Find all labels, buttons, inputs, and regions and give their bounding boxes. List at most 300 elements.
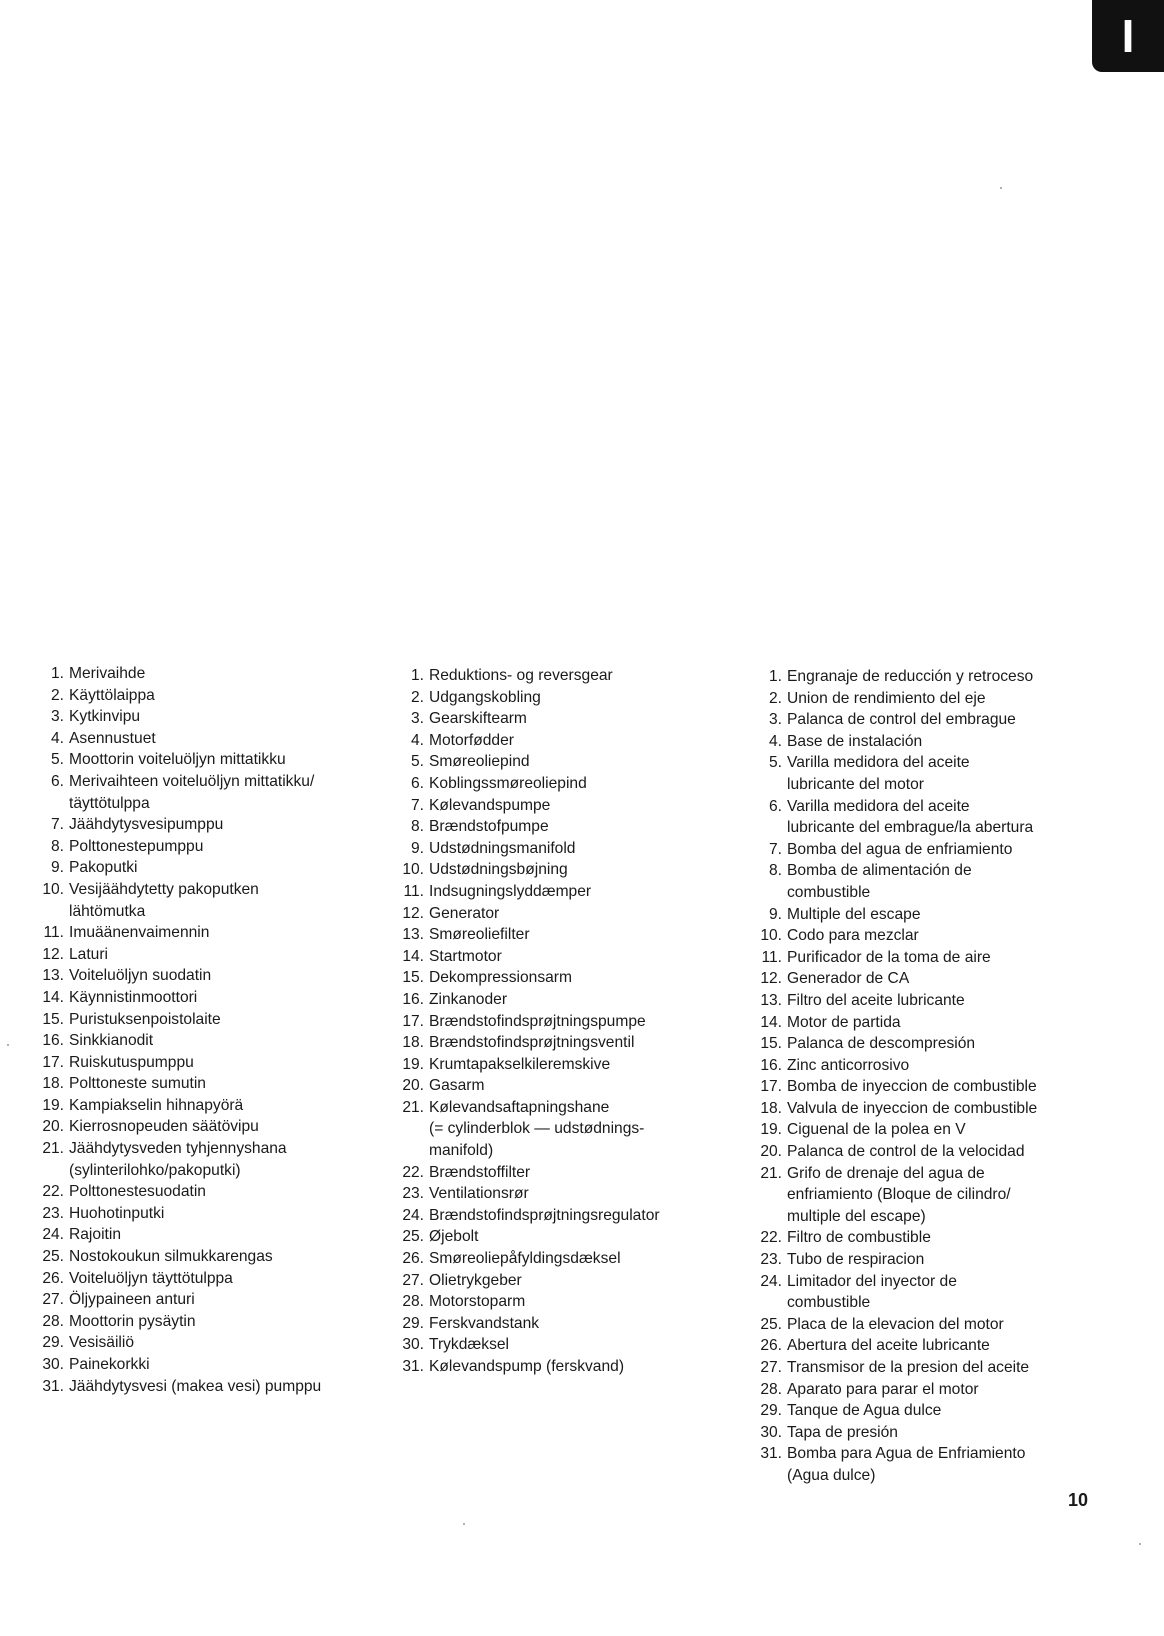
item-text: täyttötulppa bbox=[69, 794, 150, 812]
item-text: Valvula de inyeccion de combustible bbox=[787, 1099, 1038, 1117]
item-text: Jäähdytysvesipumppu bbox=[69, 816, 224, 834]
item-text: Gasarm bbox=[429, 1077, 485, 1095]
item-number: 16. bbox=[760, 1056, 782, 1074]
list-item bbox=[392, 687, 722, 709]
item-number: 25. bbox=[760, 1315, 782, 1333]
scan-speck bbox=[7, 1044, 9, 1046]
list-item bbox=[32, 1181, 372, 1203]
list-item-continuation bbox=[750, 1184, 1095, 1206]
list-item bbox=[392, 1248, 722, 1270]
item-number bbox=[750, 817, 787, 839]
item-number: 10. bbox=[402, 861, 424, 879]
item-text: Smøreoliefilter bbox=[429, 926, 530, 944]
list-item bbox=[32, 728, 372, 750]
item-number bbox=[32, 793, 69, 815]
item-number: 6. bbox=[410, 774, 424, 792]
item-number: 15. bbox=[402, 969, 424, 987]
item-text: Indsugningslyddæmper bbox=[429, 882, 592, 900]
item-number: 21. bbox=[42, 1140, 64, 1158]
item-number bbox=[392, 1118, 429, 1140]
item-number: 10. bbox=[42, 880, 64, 898]
list-item bbox=[392, 795, 722, 817]
list-item bbox=[750, 1012, 1095, 1034]
item-number: 10. bbox=[760, 927, 782, 945]
list-item bbox=[392, 1291, 722, 1313]
item-text: Smøreoliepåfyldingsdæksel bbox=[429, 1250, 621, 1268]
item-number: 2. bbox=[768, 689, 782, 707]
parts-list-spanish bbox=[750, 666, 1095, 1487]
section-tab-label: I bbox=[1121, 10, 1135, 62]
item-number: 9. bbox=[410, 839, 424, 857]
item-text: Reduktions- og reversgear bbox=[429, 667, 613, 684]
list-item bbox=[32, 706, 372, 728]
item-number: 22. bbox=[402, 1163, 424, 1181]
item-text: Merivaihteen voiteluöljyn mittatikku/ bbox=[69, 772, 315, 790]
list-item bbox=[32, 771, 372, 793]
item-text: Puristuksenpoistolaite bbox=[69, 1010, 221, 1028]
list-item bbox=[750, 1379, 1095, 1401]
list-item bbox=[32, 1116, 372, 1138]
page-number: 10 bbox=[1068, 1490, 1089, 1510]
item-text: Generador de CA bbox=[787, 970, 910, 988]
list-item bbox=[392, 1032, 722, 1054]
item-number: 25. bbox=[42, 1248, 64, 1266]
item-text: Nostokoukun silmukkarengas bbox=[69, 1248, 273, 1266]
parts-list-danish bbox=[392, 665, 722, 1378]
item-text: Aparato para parar el motor bbox=[787, 1380, 979, 1398]
item-number: 9. bbox=[768, 905, 782, 923]
list-item bbox=[32, 987, 372, 1009]
list-item bbox=[32, 749, 372, 771]
item-number bbox=[32, 901, 69, 923]
item-number: 8. bbox=[768, 862, 782, 880]
item-text: combustible bbox=[787, 1294, 871, 1312]
list-item bbox=[392, 989, 722, 1011]
list-item bbox=[32, 1095, 372, 1117]
list-item bbox=[750, 839, 1095, 861]
item-text: Startmotor bbox=[429, 947, 502, 965]
item-number: 2. bbox=[410, 688, 424, 706]
item-text: Rajoitin bbox=[69, 1226, 122, 1244]
item-number: 31. bbox=[402, 1358, 424, 1375]
item-number: 23. bbox=[42, 1204, 64, 1222]
item-number: 13. bbox=[402, 926, 424, 944]
list-item bbox=[32, 1009, 372, 1031]
item-number: 12. bbox=[402, 904, 424, 922]
item-text: Huohotinputki bbox=[69, 1204, 165, 1222]
list-item bbox=[392, 1270, 722, 1292]
item-number: 13. bbox=[42, 967, 64, 985]
scan-speck bbox=[1139, 1543, 1141, 1545]
item-text: Limitador del inyector de bbox=[787, 1272, 957, 1290]
item-text: Merivaihde bbox=[69, 665, 146, 682]
item-number: 24. bbox=[760, 1272, 782, 1290]
list-item bbox=[750, 752, 1095, 774]
list-item bbox=[32, 1224, 372, 1246]
item-text: Brændstofpumpe bbox=[429, 818, 549, 836]
item-text: Tanque de Agua dulce bbox=[787, 1402, 942, 1420]
list-item bbox=[750, 1271, 1095, 1293]
parts-list-finnish bbox=[32, 663, 372, 1397]
item-number: 30. bbox=[402, 1336, 424, 1354]
item-text: Varilla medidora del aceite bbox=[787, 797, 970, 815]
list-item bbox=[32, 1138, 372, 1160]
item-number: 30. bbox=[760, 1423, 782, 1441]
item-text: Jäähdytysveden tyhjennyshana bbox=[69, 1140, 287, 1158]
list-item bbox=[32, 1289, 372, 1311]
list-item bbox=[750, 1033, 1095, 1055]
item-text: manifold) bbox=[429, 1142, 494, 1160]
item-number bbox=[750, 1465, 787, 1487]
item-text: multiple del escape) bbox=[787, 1207, 926, 1225]
item-number: 16. bbox=[42, 1032, 64, 1050]
item-number bbox=[750, 1184, 787, 1206]
item-number: 11. bbox=[43, 924, 64, 942]
item-text: Bomba de inyeccion de combustible bbox=[787, 1078, 1037, 1096]
item-text: Moottorin pysäytin bbox=[69, 1312, 196, 1330]
item-number: 23. bbox=[760, 1251, 782, 1269]
item-text: Asennustuet bbox=[69, 729, 156, 747]
list-item bbox=[392, 1356, 722, 1378]
item-number: 11. bbox=[403, 882, 424, 900]
item-text: (Agua dulce) bbox=[787, 1466, 876, 1484]
item-number: 20. bbox=[760, 1143, 782, 1161]
item-text: Koblingssmøreoliepind bbox=[429, 774, 587, 792]
item-number: 27. bbox=[402, 1271, 424, 1289]
item-text: Dekompressionsarm bbox=[429, 969, 572, 987]
item-text: Purificador de la toma de aire bbox=[787, 948, 991, 966]
list-item bbox=[750, 666, 1095, 688]
list-item bbox=[32, 1354, 372, 1376]
item-number: 2. bbox=[50, 686, 64, 704]
item-number: 18. bbox=[402, 1034, 424, 1052]
item-text: Brændstofindsprøjtningspumpe bbox=[429, 1012, 646, 1030]
item-number: 18. bbox=[42, 1075, 64, 1093]
item-text: Tubo de respiracion bbox=[787, 1251, 925, 1269]
item-number bbox=[750, 1206, 787, 1228]
item-number: 1. bbox=[410, 667, 424, 684]
item-text: Generator bbox=[429, 904, 500, 922]
item-text: Bomba de alimentación de bbox=[787, 862, 972, 880]
item-text: Trykdæksel bbox=[429, 1336, 510, 1354]
list-item bbox=[392, 1205, 722, 1227]
list-item-continuation bbox=[32, 793, 372, 815]
list-item bbox=[392, 1334, 722, 1356]
item-number: 14. bbox=[402, 947, 424, 965]
list-item bbox=[32, 944, 372, 966]
item-text: Ruiskutuspumppu bbox=[69, 1053, 194, 1071]
item-text: Varilla medidora del aceite bbox=[787, 754, 970, 772]
item-number: 26. bbox=[402, 1250, 424, 1268]
item-number: 8. bbox=[50, 837, 64, 855]
item-number: 28. bbox=[402, 1293, 424, 1311]
list-item bbox=[750, 731, 1095, 753]
list-item bbox=[392, 730, 722, 752]
item-text: Palanca de control de la velocidad bbox=[787, 1143, 1025, 1161]
item-number: 7. bbox=[768, 840, 782, 858]
item-text: Käynnistinmoottori bbox=[69, 988, 198, 1006]
list-item bbox=[32, 1376, 372, 1398]
list-item-continuation bbox=[750, 1465, 1095, 1487]
list-item-continuation bbox=[392, 1140, 722, 1162]
item-number: 4. bbox=[768, 732, 782, 750]
list-item-continuation bbox=[32, 1160, 372, 1182]
list-item-continuation bbox=[32, 901, 372, 923]
list-item bbox=[750, 1119, 1095, 1141]
list-item bbox=[32, 857, 372, 879]
item-number: 19. bbox=[402, 1055, 424, 1073]
list-item bbox=[32, 879, 372, 901]
list-item bbox=[32, 965, 372, 987]
item-number: 22. bbox=[42, 1183, 64, 1201]
item-text: Brændstofindsprøjtningsventil bbox=[429, 1034, 635, 1052]
item-number: 19. bbox=[42, 1096, 64, 1114]
item-text: Motorstoparm bbox=[429, 1293, 526, 1311]
list-item bbox=[750, 925, 1095, 947]
item-number bbox=[32, 1160, 69, 1182]
item-text: Bomba del agua de enfriamiento bbox=[787, 840, 1013, 858]
item-number: 31. bbox=[760, 1445, 782, 1463]
item-text: Voiteluöljyn suodatin bbox=[69, 967, 212, 985]
list-item bbox=[750, 1314, 1095, 1336]
list-item bbox=[392, 816, 722, 838]
item-text: Käyttölaippa bbox=[69, 686, 155, 704]
list-item bbox=[32, 1311, 372, 1333]
item-text: Udstødningsmanifold bbox=[429, 839, 576, 857]
list-item bbox=[32, 1030, 372, 1052]
item-text: Filtro de combustible bbox=[787, 1229, 931, 1247]
list-item bbox=[32, 1268, 372, 1290]
item-number bbox=[750, 1292, 787, 1314]
scan-speck bbox=[1000, 187, 1002, 189]
item-text: Brændstofindsprøjtningsregulator bbox=[429, 1206, 660, 1224]
item-number: 17. bbox=[402, 1012, 424, 1030]
item-text: lubricante del motor bbox=[787, 775, 924, 793]
item-text: Palanca de control del embrague bbox=[787, 711, 1016, 729]
item-text: Placa de la elevacion del motor bbox=[787, 1315, 1004, 1333]
list-item bbox=[750, 796, 1095, 818]
item-number bbox=[392, 1140, 429, 1162]
item-text: Kampiakselin hihnapyörä bbox=[69, 1096, 244, 1114]
item-number: 29. bbox=[402, 1314, 424, 1332]
list-item bbox=[750, 1249, 1095, 1271]
list-item bbox=[750, 1163, 1095, 1185]
list-item bbox=[392, 881, 722, 903]
list-item-continuation bbox=[750, 1292, 1095, 1314]
item-text: lähtömutka bbox=[69, 902, 146, 920]
item-text: Codo para mezclar bbox=[787, 927, 919, 945]
item-text: Kølevandspumpe bbox=[429, 796, 551, 814]
item-text: Tapa de presión bbox=[787, 1423, 898, 1441]
item-text: (= cylinderblok — udstødnings- bbox=[429, 1120, 645, 1138]
item-number: 16. bbox=[402, 990, 424, 1008]
item-text: Base de instalación bbox=[787, 732, 923, 750]
list-item bbox=[750, 1055, 1095, 1077]
item-text: Smøreoliepind bbox=[429, 753, 530, 771]
list-item bbox=[750, 1335, 1095, 1357]
list-item bbox=[750, 1141, 1095, 1163]
item-number: 15. bbox=[760, 1035, 782, 1053]
item-number: 15. bbox=[42, 1010, 64, 1028]
list-item bbox=[392, 924, 722, 946]
list-item bbox=[392, 1162, 722, 1184]
item-text: Motorfødder bbox=[429, 731, 514, 749]
list-item bbox=[750, 947, 1095, 969]
item-number: 1. bbox=[768, 668, 782, 685]
list-item-continuation bbox=[750, 882, 1095, 904]
item-number: 29. bbox=[42, 1334, 64, 1352]
item-text: Kytkinvipu bbox=[69, 708, 141, 726]
list-item bbox=[392, 903, 722, 925]
item-text: Kølevandsaftapningshane bbox=[429, 1098, 610, 1116]
section-tab-marker bbox=[1092, 0, 1164, 72]
item-number: 12. bbox=[760, 970, 782, 988]
item-number: 24. bbox=[42, 1226, 64, 1244]
item-text: Udstødningsbøjning bbox=[429, 861, 568, 879]
item-number: 3. bbox=[50, 708, 64, 726]
item-text: Kølevandspump (ferskvand) bbox=[429, 1358, 625, 1375]
item-text: combustible bbox=[787, 883, 871, 901]
item-number: 3. bbox=[768, 711, 782, 729]
item-text: Kierrosnopeuden säätövipu bbox=[69, 1118, 259, 1136]
item-number bbox=[750, 774, 787, 796]
item-number: 4. bbox=[50, 729, 64, 747]
list-item bbox=[392, 708, 722, 730]
item-text: Jäähdytysvesi (makea vesi) pumppu bbox=[69, 1377, 322, 1395]
item-text: Grifo de drenaje del agua de bbox=[787, 1164, 985, 1182]
list-item bbox=[750, 1098, 1095, 1120]
item-number: 6. bbox=[50, 772, 64, 790]
item-text: Pakoputki bbox=[69, 859, 138, 877]
item-text: Vesijäähdytetty pakoputken bbox=[69, 880, 259, 898]
item-text: enfriamiento (Bloque de cilindro/ bbox=[787, 1186, 1011, 1204]
item-number: 4. bbox=[410, 731, 424, 749]
item-number: 3. bbox=[410, 710, 424, 728]
item-number: 17. bbox=[760, 1078, 782, 1096]
item-text: Polttoneste sumutin bbox=[69, 1075, 206, 1093]
item-number: 21. bbox=[402, 1098, 424, 1116]
item-number: 5. bbox=[768, 754, 782, 772]
list-item bbox=[750, 1076, 1095, 1098]
item-number: 14. bbox=[760, 1013, 782, 1031]
item-text: Filtro del aceite lubricante bbox=[787, 991, 965, 1009]
item-text: Motor de partida bbox=[787, 1013, 901, 1031]
item-number: 20. bbox=[42, 1118, 64, 1136]
list-item bbox=[32, 1203, 372, 1225]
list-item-continuation bbox=[392, 1118, 722, 1140]
item-number: 6. bbox=[768, 797, 782, 815]
item-number: 29. bbox=[760, 1402, 782, 1420]
list-item bbox=[32, 922, 372, 944]
item-number: 5. bbox=[410, 753, 424, 771]
item-number: 13. bbox=[760, 991, 782, 1009]
list-item bbox=[750, 968, 1095, 990]
item-text: Voiteluöljyn täyttötulppa bbox=[69, 1269, 233, 1287]
list-item bbox=[392, 967, 722, 989]
item-text: Krumtapakselkileremskive bbox=[429, 1055, 611, 1073]
item-number: 28. bbox=[760, 1380, 782, 1398]
list-item bbox=[392, 1313, 722, 1335]
list-item bbox=[750, 1443, 1095, 1465]
list-item bbox=[392, 1011, 722, 1033]
item-text: Multiple del escape bbox=[787, 905, 921, 923]
list-item bbox=[750, 1357, 1095, 1379]
item-text: Brændstoffilter bbox=[429, 1163, 531, 1181]
item-text: Vesisäiliö bbox=[69, 1334, 135, 1352]
item-number: 14. bbox=[42, 988, 64, 1006]
list-item bbox=[750, 688, 1095, 710]
item-text: Abertura del aceite lubricante bbox=[787, 1337, 990, 1355]
item-text: Udgangskobling bbox=[429, 688, 541, 706]
item-number: 18. bbox=[760, 1099, 782, 1117]
list-item bbox=[750, 990, 1095, 1012]
item-text: Moottorin voiteluöljyn mittatikku bbox=[69, 751, 286, 769]
item-number: 11. bbox=[761, 948, 782, 966]
list-item bbox=[392, 1226, 722, 1248]
item-number: 8. bbox=[410, 818, 424, 836]
item-text: Polttonestesuodatin bbox=[69, 1183, 206, 1201]
list-item-continuation bbox=[750, 774, 1095, 796]
item-number: 23. bbox=[402, 1185, 424, 1203]
list-item bbox=[32, 836, 372, 858]
list-item bbox=[750, 904, 1095, 926]
list-item bbox=[392, 946, 722, 968]
item-number: 5. bbox=[50, 751, 64, 769]
item-text: Øjebolt bbox=[429, 1228, 479, 1246]
item-number: 17. bbox=[42, 1053, 64, 1071]
item-text: Engranaje de reducción y retroceso bbox=[787, 668, 1034, 685]
list-item bbox=[32, 1052, 372, 1074]
item-number: 21. bbox=[760, 1164, 782, 1182]
item-number: 1. bbox=[50, 665, 64, 682]
list-item-continuation bbox=[750, 1206, 1095, 1228]
item-number: 25. bbox=[402, 1228, 424, 1246]
item-number: 22. bbox=[760, 1229, 782, 1247]
list-item bbox=[392, 1075, 722, 1097]
item-text: lubricante del embrague/la abertura bbox=[787, 819, 1034, 837]
list-item bbox=[392, 859, 722, 881]
item-text: Union de rendimiento del eje bbox=[787, 689, 986, 707]
item-number: 24. bbox=[402, 1206, 424, 1224]
list-item bbox=[392, 1054, 722, 1076]
item-number: 7. bbox=[410, 796, 424, 814]
item-number: 27. bbox=[42, 1291, 64, 1309]
item-number: 9. bbox=[50, 859, 64, 877]
item-text: Zinc anticorrosivo bbox=[787, 1056, 910, 1074]
list-item bbox=[392, 1183, 722, 1205]
list-item bbox=[750, 1400, 1095, 1422]
item-text: Bomba para Agua de Enfriamiento bbox=[787, 1445, 1026, 1463]
list-item-continuation bbox=[750, 817, 1095, 839]
list-item bbox=[32, 663, 372, 685]
list-item bbox=[750, 1227, 1095, 1249]
item-text: Laturi bbox=[69, 945, 109, 963]
item-text: Ferskvandstank bbox=[429, 1314, 540, 1332]
item-number: 30. bbox=[42, 1356, 64, 1373]
item-number: 28. bbox=[42, 1312, 64, 1330]
item-text: Palanca de descompresión bbox=[787, 1035, 976, 1053]
item-number: 26. bbox=[760, 1337, 782, 1355]
list-item bbox=[750, 709, 1095, 731]
item-number: 7. bbox=[50, 816, 64, 834]
item-number: 31. bbox=[42, 1377, 64, 1395]
item-text: Ciguenal de la polea en V bbox=[787, 1121, 966, 1139]
list-item bbox=[750, 1422, 1095, 1444]
item-number: 20. bbox=[402, 1077, 424, 1095]
list-item bbox=[32, 1073, 372, 1095]
item-text: Öljypaineen anturi bbox=[69, 1291, 195, 1309]
item-text: Olietrykgeber bbox=[429, 1271, 522, 1289]
